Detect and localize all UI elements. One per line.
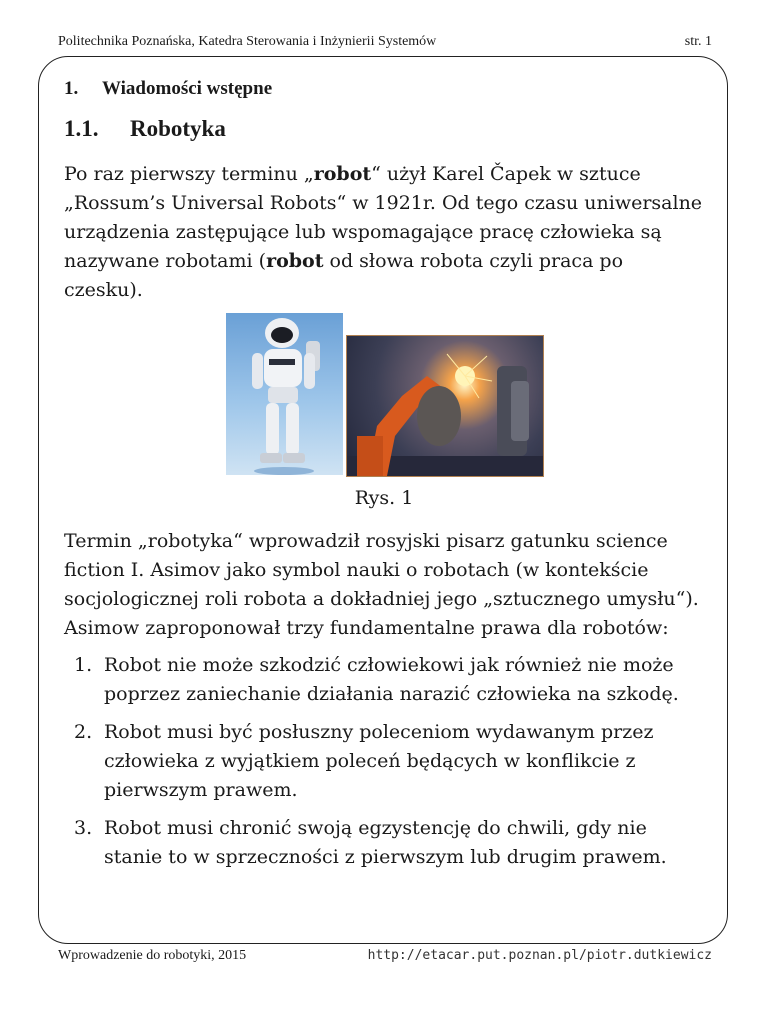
- intro-text-1: Po raz pierwszy terminu „: [64, 163, 314, 185]
- term-robot-bold: robot: [313, 163, 372, 185]
- list-item: [64, 814, 704, 872]
- list-number: 3.: [74, 817, 93, 839]
- intro-text-2: “ użył Karel Čapek w sztuce „Rossum’s Universal Robots“ w 1921r. Od tego czasu uniwersalne urządzenia zastępujące lub wspomagające pracę człowieka są nazywane robotami (: [64, 163, 703, 272]
- law-text: Robot musi być posłuszny poleceniom wydawanym przez człowieka z wyjątkiem poleceń będących w konflikcie z pierwszym prawem.: [104, 721, 654, 801]
- intro-paragraph: [64, 160, 704, 305]
- page-content: [64, 78, 704, 881]
- law-text: Robot musi chronić swoją egzystencję do chwili, gdy nie stanie to w sprzeczności z pierwszym lub drugim prawem.: [104, 817, 667, 868]
- law-text: Robot nie może szkodzić człowiekowi jak również nie może poprzez zaniechanie działania narazić człowieka na szkodę.: [104, 654, 679, 705]
- welding-robot-image: [346, 335, 544, 477]
- footer-course: Wprowadzenie do robotyki, 2015: [58, 948, 247, 963]
- term-robot-bold-2: robot: [266, 250, 324, 272]
- figure-robots: [64, 313, 704, 483]
- list-number: 1.: [74, 654, 93, 676]
- humanoid-robot-image: [226, 313, 343, 475]
- section-number: 1.: [64, 78, 79, 99]
- intro-text-3: od słowa robota czyli praca po czesku).: [64, 250, 624, 301]
- footer-url[interactable]: http://etacar.put.poznan.pl/piotr.dutkiewicz: [367, 948, 712, 963]
- list-number: 2.: [74, 721, 93, 743]
- section-heading: [64, 78, 704, 106]
- subsection-number: 1.1.: [64, 116, 99, 141]
- header-institution: Politechnika Poznańska, Katedra Sterowania i Inżynierii Systemów: [58, 34, 437, 49]
- robot-laws-list: [64, 651, 704, 872]
- asimov-paragraph: Termin „robotyka“ wprowadził rosyjski pisarz gatunku science fiction I. Asimov jako symbol nauki o robotach (w kontekście socjologicznej roli robota a dokładniej jego „sztucznego umysłu“). Asimow zaproponował trzy fundamentalne prawa dla robotów:: [64, 530, 699, 639]
- page-header: [58, 34, 712, 54]
- page-number: str. 1: [684, 34, 712, 49]
- subsection-heading: [64, 116, 704, 160]
- subsection-title: Robotyka: [130, 116, 226, 141]
- page-footer: [58, 948, 712, 968]
- list-item: [64, 718, 704, 805]
- figure-caption: Rys. 1: [354, 487, 414, 509]
- section-title: Wiadomości wstępne: [102, 78, 273, 99]
- list-item: [64, 651, 704, 709]
